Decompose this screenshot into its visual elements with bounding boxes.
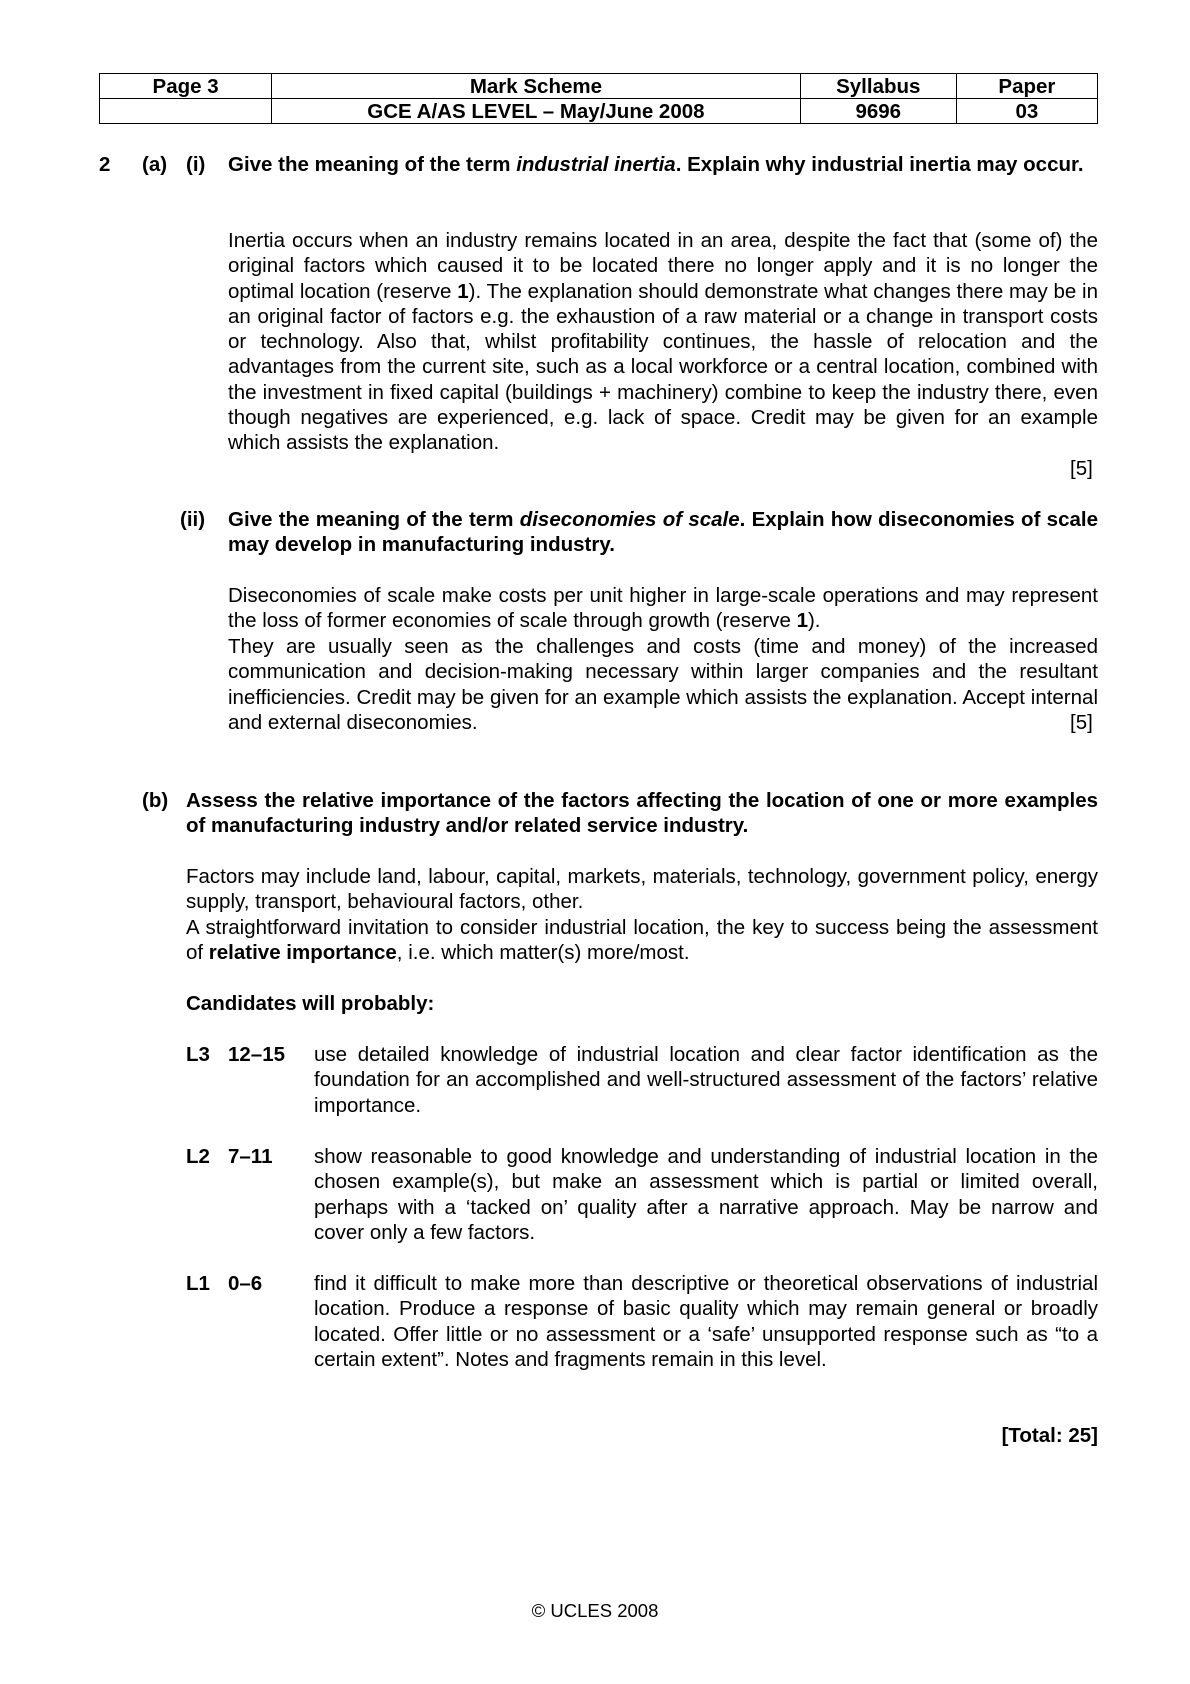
- part-b-question: Assess the relative importance of the factors affecting the location of one or more examples of manufacturing industry and/or related service industry.: [186, 789, 1098, 838]
- sub-i-answer: Inertia occurs when an industry remains located in an area, despite the fact that (some of) the original factors which caused it to be located there no longer apply and it is no longer the optimal location (reserve 1). The explanation should demonstrate what changes there may be in an original factor of factors e.g. the exhaustion of a raw material or a change in transport costs or technology. Also that, whilst profitability continues, the hassle of relocation and the advantages from the current site, such as a local workforce or a central location, combined with the investment in fixed capital (buildings + machinery) combine to keep the industry there, even though negatives are experienced, e.g. lack of space. Credit may be given for an example which assists the explanation.: [228, 229, 1098, 455]
- sub-ii-label: (ii): [180, 508, 206, 531]
- header-table: [99, 73, 1098, 124]
- level-1-tag: L1: [186, 1272, 210, 1295]
- part-b-answer-2: A straightforward invitation to consider industrial location, the key to success being the assessment of relative importance, i.e. which matter(s) more/most.: [186, 916, 1098, 965]
- level-3-range: 12–15: [228, 1043, 286, 1066]
- level-3-tag: L3: [186, 1043, 210, 1066]
- header-page-value: [100, 99, 272, 124]
- header-syllabus-code: 9696: [800, 99, 956, 124]
- sub-ii-question: Give the meaning of the term diseconomies of scale. Explain how diseconomies of scale may develop in manufacturing industry.: [228, 508, 1098, 557]
- total-marks: [Total: 25]: [1001, 1424, 1098, 1447]
- level-1-range: 0–6: [228, 1272, 263, 1295]
- candidates-heading: Candidates will probably:: [186, 992, 435, 1015]
- level-3-descriptor: use detailed knowledge of industrial location and clear factor identification as the foundation for an accomplished and well-structured assessment of the factors’ relative importance.: [314, 1043, 1098, 1117]
- header-exam-title: GCE A/AS LEVEL – May/June 2008: [272, 99, 801, 124]
- sub-ii-answer-2: They are usually seen as the challenges and costs (time and money) of the increased communication and decision-making necessary within larger companies and the resultant inefficiencies. Credit may be given for an example which assists the explanation. Accept internal and external diseconomies.: [228, 635, 1098, 734]
- header-mark-scheme-label: Mark Scheme: [272, 74, 801, 99]
- copyright-footer: © UCLES 2008: [531, 1600, 659, 1621]
- header-paper-number: 03: [956, 99, 1097, 124]
- sub-ii-marks: [5]: [1070, 711, 1093, 734]
- header-syllabus-label: Syllabus: [800, 74, 956, 99]
- part-a-label: (a): [142, 153, 168, 176]
- sub-i-label: (i): [186, 153, 206, 176]
- part-b-answer-1: Factors may include land, labour, capital, markets, materials, technology, government policy, energy supply, transport, behavioural factors, other.: [186, 865, 1098, 914]
- question-number: 2: [99, 153, 111, 176]
- sub-ii-answer-1: Diseconomies of scale make costs per unit higher in large-scale operations and may represent the loss of former economies of scale through growth (reserve 1).: [228, 584, 1098, 633]
- level-2-descriptor: show reasonable to good knowledge and understanding of industrial location in the chosen example(s), but make an assessment which is partial or limited overall, perhaps with a ‘tacked on’ quality after a narrative approach. May be narrow and cover only a few factors.: [314, 1145, 1098, 1244]
- part-b-label: (b): [142, 789, 169, 812]
- sub-i-marks: [5]: [1070, 457, 1093, 480]
- level-2-range: 7–11: [228, 1145, 273, 1168]
- header-paper-label: Paper: [956, 74, 1097, 99]
- level-2-tag: L2: [186, 1145, 210, 1168]
- header-page-label: Page 3: [100, 74, 272, 99]
- level-1-descriptor: find it difficult to make more than descriptive or theoretical observations of industrial location. Produce a response of basic quality which may remain general or broadly located. Offer little or no assessment or a ‘safe’ unsupported response such as “to a certain extent”. Notes and fragments remain in this level.: [314, 1272, 1098, 1371]
- sub-i-question: Give the meaning of the term industrial inertia. Explain why industrial inertia may occur.: [228, 153, 1084, 176]
